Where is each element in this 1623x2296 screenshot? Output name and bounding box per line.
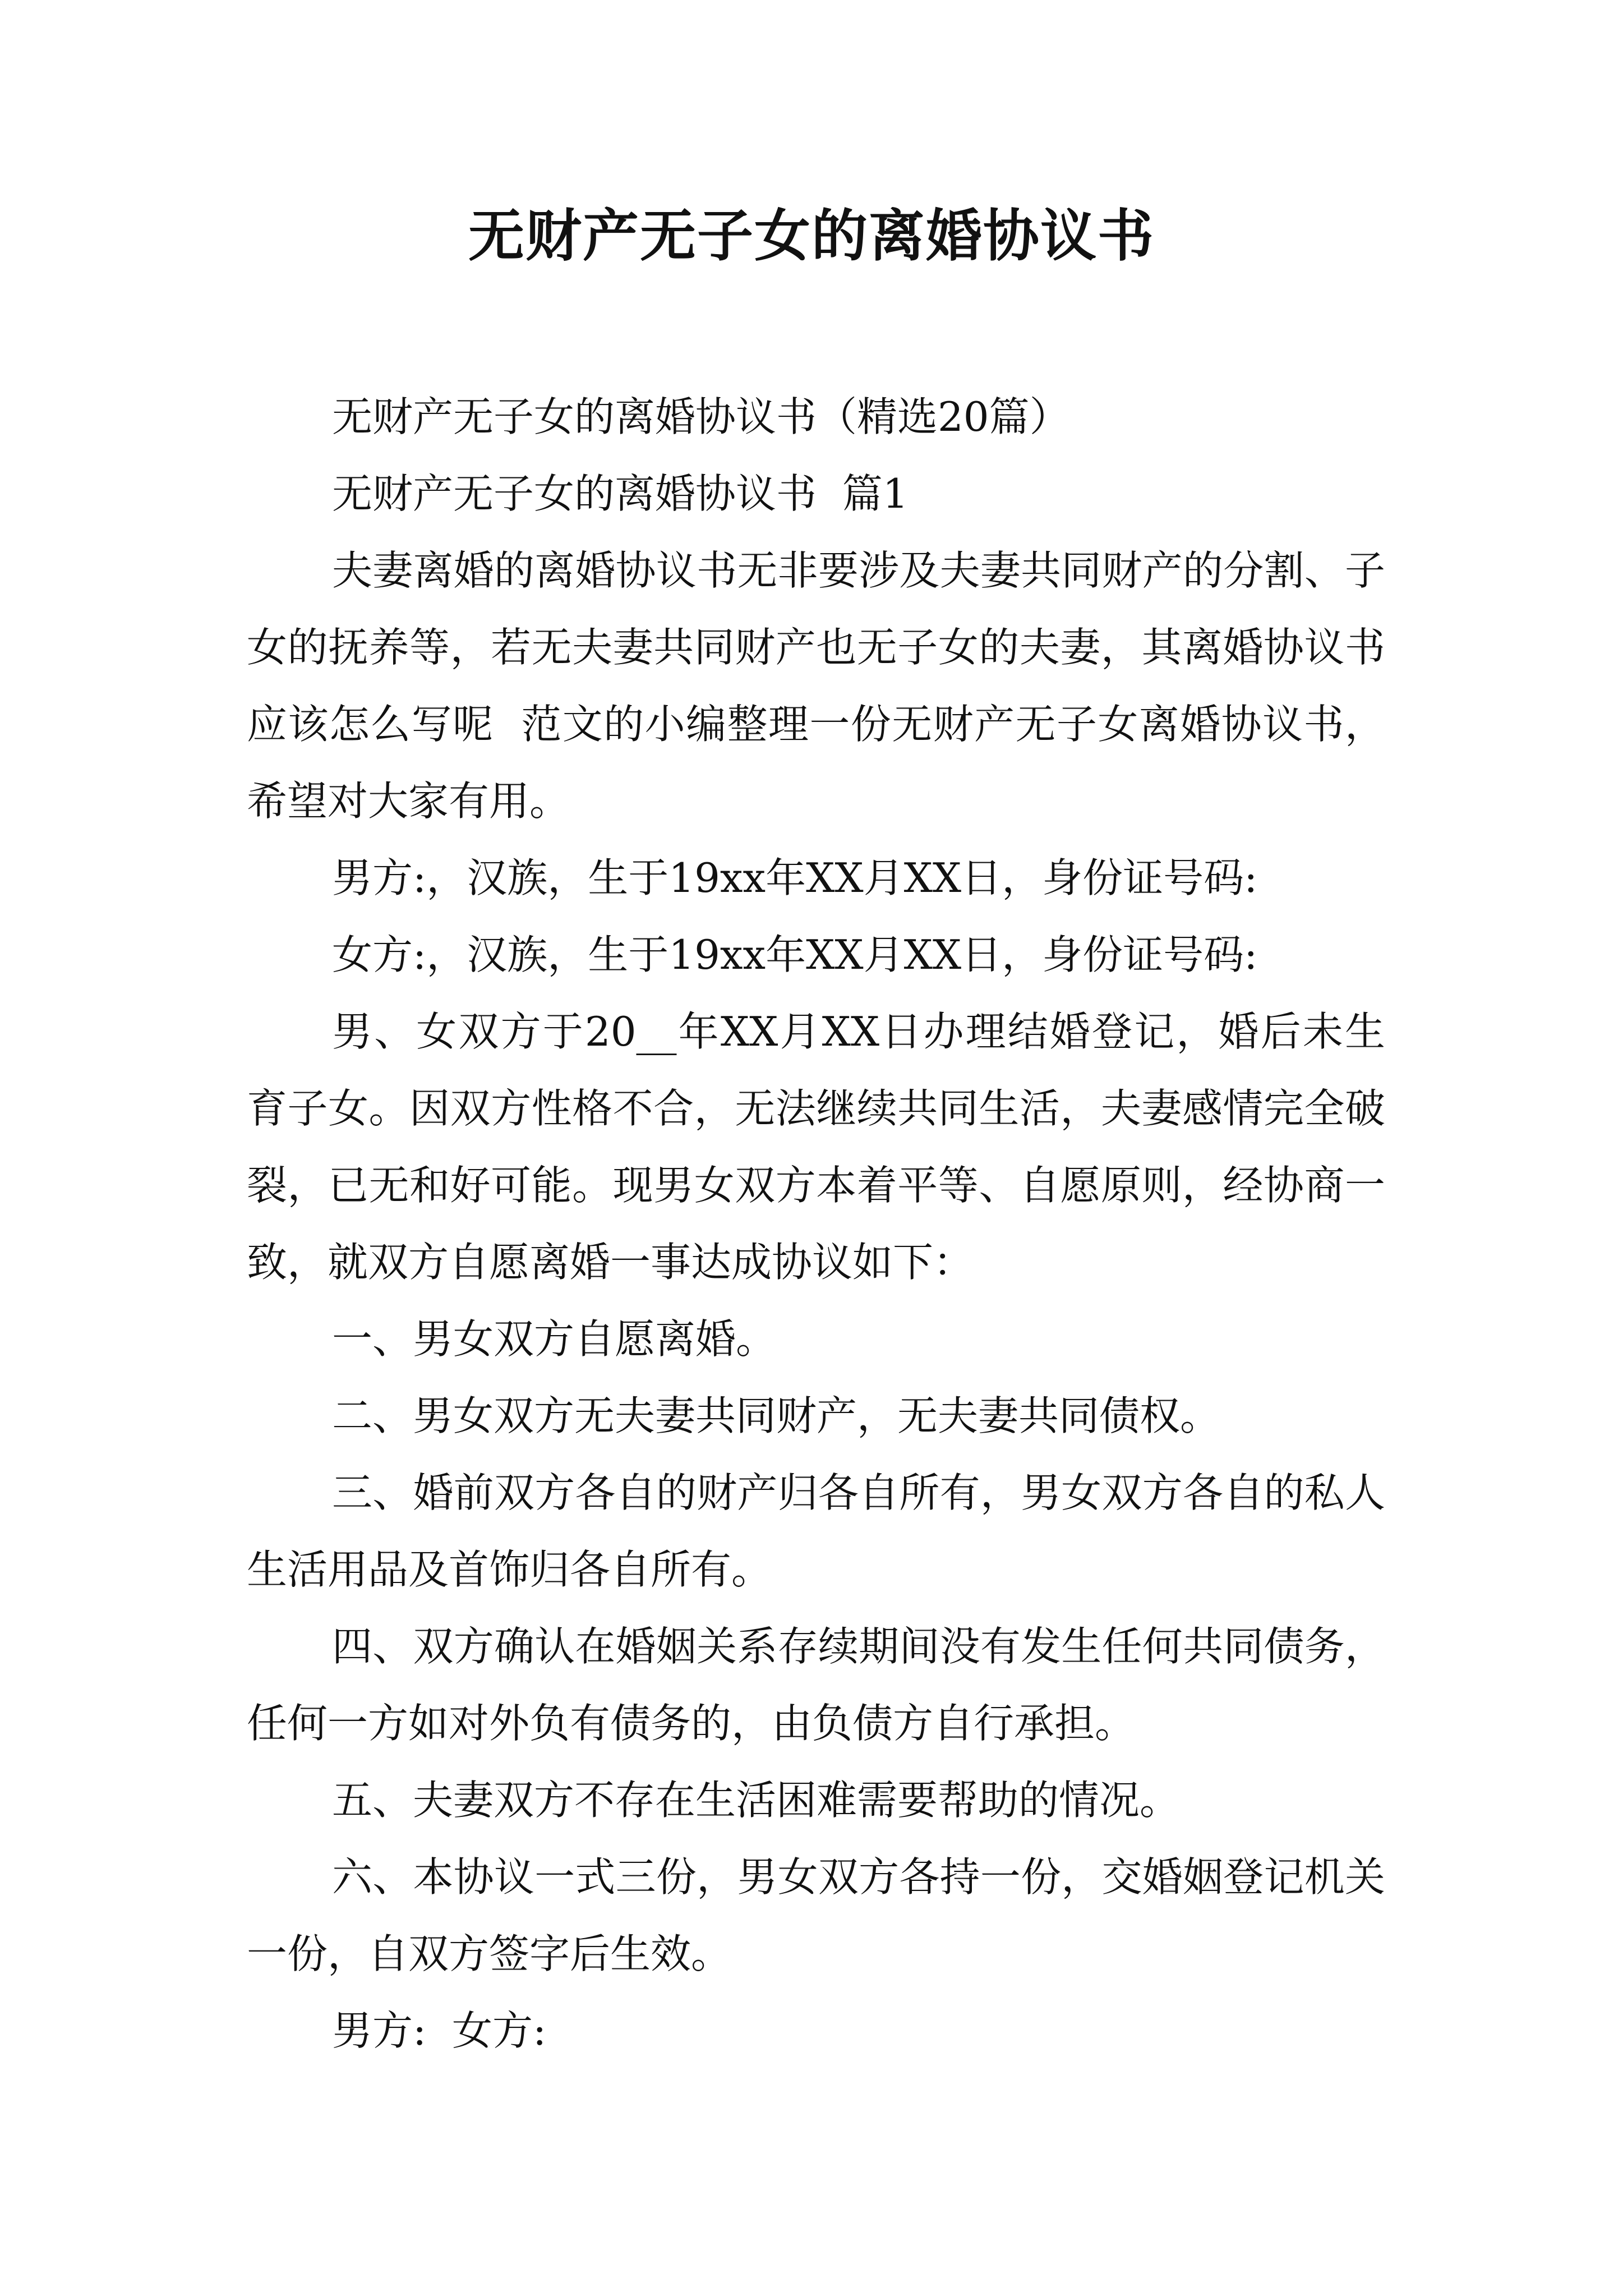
clause-5: 五、夫妻双方不存在生活困难需要帮助的情况。 [332, 1777, 1181, 1824]
clause-6: 六、本协议一式三份，男女双方各持一份，交婚姻登记机关一份，自双方签字后生效。 [247, 1853, 1385, 1977]
clause-1: 一、男女双方自愿离婚。 [332, 1315, 777, 1363]
document-title: 无财产无子女的离婚协议书 [468, 203, 1155, 269]
clause-2: 二、男女双方无夫妻共同财产，无夫妻共同债权。 [332, 1392, 1221, 1439]
male-party-line: 男方:，汉族，生于19xx年XX月XX日，身份证号码: [332, 854, 1258, 901]
intro-paragraph: 夫妻离婚的离婚协议书无非要涉及夫妻共同财产的分割、子女的抚养等，若无夫妻共同财产也无子女的夫妻，其离婚协议书应该怎么写呢 范文的小编整理一份无财产无子女离婚协议书，希望对大家有用。 [247, 547, 1385, 825]
signature-line: 男方: 女方: [332, 2007, 547, 2054]
clause-3: 三、婚前双方各自的财产归各自所有，男女双方各自的私人生活用品及首饰归各自所有。 [247, 1469, 1385, 1593]
section-heading: 无财产无子女的离婚协议书 篇1 [332, 470, 909, 517]
clause-4: 四、双方确认在婚姻关系存续期间没有发生任何共同债务，任何一方如对外负有债务的，由负债方自行承担。 [247, 1623, 1385, 1747]
document-body [247, 379, 1385, 2069]
female-party-line: 女方:，汉族，生于19xx年XX月XX日，身份证号码: [332, 931, 1258, 978]
subtitle-paragraph: 无财产无子女的离婚协议书（精选20篇） [332, 393, 1070, 440]
marriage-statement-paragraph: 男、女双方于20__年XX月XX日办理结婚登记，婚后未生育子女。因双方性格不合，无法继续共同生活，夫妻感情完全破裂，已无和好可能。现男女双方本着平等、自愿原则，经协商一致，就双方自愿离婚一事达成协议如下： [247, 1008, 1385, 1286]
